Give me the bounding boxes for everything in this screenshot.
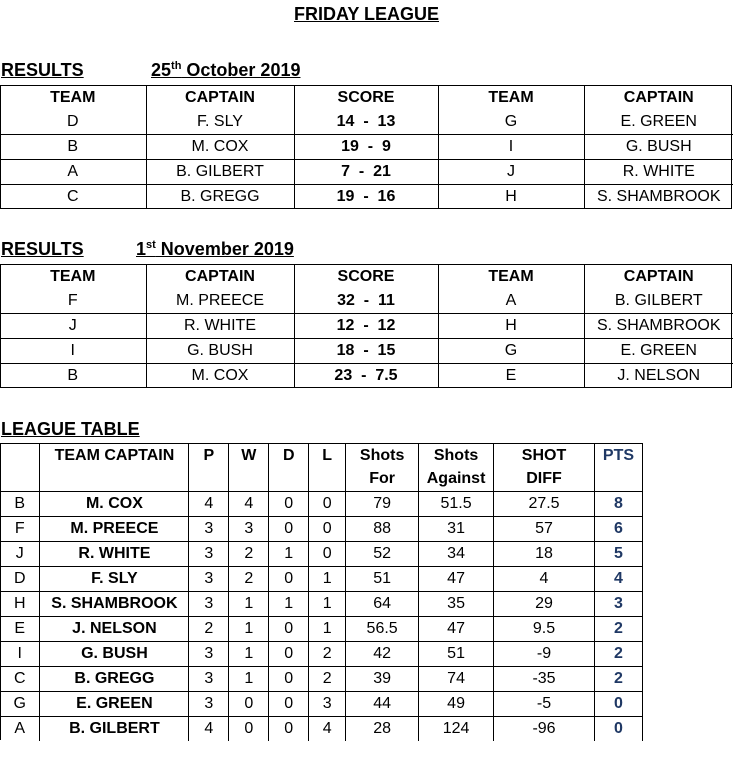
lost: 0 — [309, 517, 346, 542]
shot-diff: 29 — [494, 592, 595, 617]
played: 3 — [189, 692, 229, 717]
header-played: P — [189, 444, 229, 492]
league-row — [0, 567, 643, 592]
home-team: B — [0, 135, 146, 160]
team-captain: R. WHITE — [40, 542, 189, 567]
league-row — [0, 692, 643, 717]
points: 4 — [594, 567, 642, 592]
league-row — [0, 517, 643, 542]
away-team: J — [438, 160, 584, 185]
league-row — [0, 492, 643, 517]
shots-against: 51.5 — [419, 492, 494, 517]
points: 2 — [594, 667, 642, 692]
points: 0 — [594, 717, 642, 742]
drawn: 1 — [269, 592, 309, 617]
results-table-1 — [0, 86, 733, 209]
home-team: F — [0, 289, 146, 314]
header-team: TEAM — [0, 86, 146, 110]
header-score: SCORE — [294, 86, 438, 110]
away-team: G — [438, 339, 584, 364]
team-letter: J — [0, 542, 40, 567]
drawn: 0 — [269, 617, 309, 642]
header-lost: L — [309, 444, 346, 492]
shot-diff: 18 — [494, 542, 595, 567]
shots-for: 44 — [346, 692, 419, 717]
result-row — [0, 314, 733, 339]
date-suffix: st — [146, 239, 156, 251]
header-captain: CAPTAIN — [623, 268, 694, 285]
won: 0 — [229, 717, 269, 742]
points: 8 — [594, 492, 642, 517]
lost: 1 — [309, 592, 346, 617]
shots-for: 88 — [346, 517, 419, 542]
lost: 1 — [309, 567, 346, 592]
played: 3 — [189, 567, 229, 592]
league-table — [0, 444, 643, 741]
home-captain: M. PREECE — [146, 289, 294, 314]
result-row — [0, 110, 733, 135]
away-captain: B. GILBERT — [614, 292, 703, 309]
drawn: 1 — [269, 542, 309, 567]
won: 3 — [229, 517, 269, 542]
away-captain: G. BUSH — [584, 135, 733, 160]
date-day: 1 — [136, 239, 147, 259]
match-score: 19 - 9 — [294, 135, 438, 160]
header-shot-diff-line2: DIFF — [526, 470, 562, 487]
page-title: FRIDAY LEAGUE — [293, 4, 440, 24]
shots-for: 39 — [346, 667, 419, 692]
team-captain: S. SHAMBROOK — [40, 592, 189, 617]
away-team: I — [438, 135, 584, 160]
shots-for: 51 — [346, 567, 419, 592]
away-captain: R. WHITE — [584, 160, 733, 185]
header-shots-for-line1: Shots — [359, 447, 405, 464]
header-points: PTS — [594, 444, 642, 492]
result-row — [0, 135, 733, 160]
played: 3 — [189, 642, 229, 667]
home-team: D — [0, 110, 146, 135]
shots-against: 74 — [419, 667, 494, 692]
team-captain: E. GREEN — [40, 692, 189, 717]
header-team-captain: TEAM CAPTAIN — [40, 444, 189, 492]
lost: 3 — [309, 692, 346, 717]
away-captain: E. GREEN — [584, 339, 733, 364]
team-captain: M. COX — [40, 492, 189, 517]
away-captain: J. NELSON — [584, 364, 733, 389]
drawn: 0 — [269, 517, 309, 542]
played: 4 — [189, 717, 229, 742]
team-letter: G — [0, 692, 40, 717]
shot-diff: -96 — [494, 717, 595, 742]
shot-diff: -5 — [494, 692, 595, 717]
team-captain: M. PREECE — [40, 517, 189, 542]
shots-for: 52 — [346, 542, 419, 567]
match-score: 18 - 15 — [294, 339, 438, 364]
drawn: 0 — [269, 492, 309, 517]
won: 1 — [229, 642, 269, 667]
away-team: H — [438, 185, 584, 210]
league-header-row — [0, 444, 643, 492]
league-row — [0, 542, 643, 567]
header-team-letter — [0, 444, 40, 492]
home-captain: B. GREGG — [146, 185, 294, 210]
lost: 0 — [309, 542, 346, 567]
won: 0 — [229, 692, 269, 717]
match-score: 19 - 16 — [294, 185, 438, 210]
won: 1 — [229, 667, 269, 692]
result-row — [0, 185, 733, 210]
results-header-row — [0, 265, 733, 289]
drawn: 0 — [269, 642, 309, 667]
points: 5 — [594, 542, 642, 567]
shots-for: 42 — [346, 642, 419, 667]
shots-against: 47 — [419, 567, 494, 592]
shots-against: 51 — [419, 642, 494, 667]
result-row — [0, 339, 733, 364]
home-team: I — [0, 339, 146, 364]
points: 3 — [594, 592, 642, 617]
team-captain: B. GREGG — [40, 667, 189, 692]
won: 1 — [229, 592, 269, 617]
header-captain: CAPTAIN — [146, 86, 294, 110]
team-letter: E — [0, 617, 40, 642]
drawn: 0 — [269, 692, 309, 717]
league-table-heading: LEAGUE TABLE — [1, 419, 140, 439]
league-row — [0, 642, 643, 667]
header-team: TEAM — [438, 86, 584, 110]
won: 2 — [229, 567, 269, 592]
points: 2 — [594, 617, 642, 642]
header-team: TEAM — [438, 265, 584, 289]
header-shot-diff — [494, 444, 595, 492]
away-team: G — [438, 110, 584, 135]
result-row — [0, 289, 733, 314]
match-score: 7 - 21 — [294, 160, 438, 185]
away-captain: S. SHAMBROOK — [584, 314, 733, 339]
away-team: E — [438, 364, 584, 389]
played: 3 — [189, 542, 229, 567]
lost: 2 — [309, 667, 346, 692]
header-shots-against-line1: Shots — [433, 447, 479, 464]
date-rest: November 2019 — [155, 239, 294, 259]
shots-against: 35 — [419, 592, 494, 617]
header-shots-for-line2: For — [369, 470, 396, 487]
header-shots-against — [419, 444, 494, 492]
date-day: 25 — [151, 60, 172, 80]
shot-diff: 57 — [494, 517, 595, 542]
points: 2 — [594, 642, 642, 667]
shots-against: 31 — [419, 517, 494, 542]
lost: 2 — [309, 642, 346, 667]
shots-against: 47 — [419, 617, 494, 642]
team-captain: F. SLY — [40, 567, 189, 592]
shot-diff: 4 — [494, 567, 595, 592]
shot-diff: 27.5 — [494, 492, 595, 517]
shots-against: 34 — [419, 542, 494, 567]
lost: 1 — [309, 617, 346, 642]
results-heading-1: RESULTS — [1, 60, 84, 80]
home-captain: G. BUSH — [146, 339, 294, 364]
team-captain: J. NELSON — [40, 617, 189, 642]
header-shot-diff-line1: SHOT — [521, 447, 567, 464]
result-row — [0, 364, 733, 389]
away-team: A — [438, 289, 584, 314]
points: 0 — [594, 692, 642, 717]
results-header-row — [0, 86, 733, 110]
team-letter: A — [0, 717, 40, 742]
team-letter: I — [0, 642, 40, 667]
played: 4 — [189, 492, 229, 517]
home-team: J — [0, 314, 146, 339]
played: 2 — [189, 617, 229, 642]
shots-for: 28 — [346, 717, 419, 742]
header-captain: CAPTAIN — [146, 265, 294, 289]
home-team: B — [0, 364, 146, 389]
header-team: TEAM — [0, 265, 146, 289]
played: 3 — [189, 667, 229, 692]
date-rest: October 2019 — [181, 60, 301, 80]
drawn: 0 — [269, 567, 309, 592]
shot-diff: -35 — [494, 667, 595, 692]
match-score: 23 - 7.5 — [294, 364, 438, 389]
home-captain: M. COX — [146, 135, 294, 160]
lost: 4 — [309, 717, 346, 742]
team-letter: H — [0, 592, 40, 617]
match-score: 12 - 12 — [294, 314, 438, 339]
results-table-2 — [0, 265, 733, 388]
home-captain: M. COX — [146, 364, 294, 389]
date-suffix: th — [171, 60, 182, 72]
away-captain: E. GREEN — [620, 113, 697, 130]
shots-for: 56.5 — [346, 617, 419, 642]
won: 4 — [229, 492, 269, 517]
points: 6 — [594, 517, 642, 542]
away-captain: S. SHAMBROOK — [584, 185, 733, 210]
team-letter: F — [0, 517, 40, 542]
shots-for: 64 — [346, 592, 419, 617]
home-team: C — [0, 185, 146, 210]
header-shots-for — [346, 444, 419, 492]
shots-against: 49 — [419, 692, 494, 717]
away-team: H — [438, 314, 584, 339]
drawn: 0 — [269, 667, 309, 692]
results-date-1 — [151, 60, 300, 81]
match-score: 32 - 11 — [294, 289, 438, 314]
team-letter: B — [0, 492, 40, 517]
team-captain: G. BUSH — [40, 642, 189, 667]
shot-diff: 9.5 — [494, 617, 595, 642]
home-team: A — [0, 160, 146, 185]
result-row — [0, 160, 733, 185]
header-shots-against-line2: Against — [426, 470, 486, 487]
league-row — [0, 617, 643, 642]
home-captain: R. WHITE — [146, 314, 294, 339]
drawn: 0 — [269, 717, 309, 742]
won: 1 — [229, 617, 269, 642]
home-captain: F. SLY — [146, 110, 294, 135]
shots-for: 79 — [346, 492, 419, 517]
league-row — [0, 667, 643, 692]
played: 3 — [189, 517, 229, 542]
shots-against: 124 — [419, 717, 494, 742]
won: 2 — [229, 542, 269, 567]
league-row — [0, 592, 643, 617]
team-captain: B. GILBERT — [40, 717, 189, 742]
played: 3 — [189, 592, 229, 617]
header-score: SCORE — [294, 265, 438, 289]
team-letter: C — [0, 667, 40, 692]
match-score: 14 - 13 — [294, 110, 438, 135]
header-won: W — [229, 444, 269, 492]
results-date-2 — [136, 239, 294, 260]
shot-diff: -9 — [494, 642, 595, 667]
league-row — [0, 717, 643, 742]
team-letter: D — [0, 567, 40, 592]
results-heading-2: RESULTS — [1, 239, 84, 259]
home-captain: B. GILBERT — [146, 160, 294, 185]
lost: 0 — [309, 492, 346, 517]
header-captain: CAPTAIN — [623, 89, 694, 106]
header-drawn: D — [269, 444, 309, 492]
